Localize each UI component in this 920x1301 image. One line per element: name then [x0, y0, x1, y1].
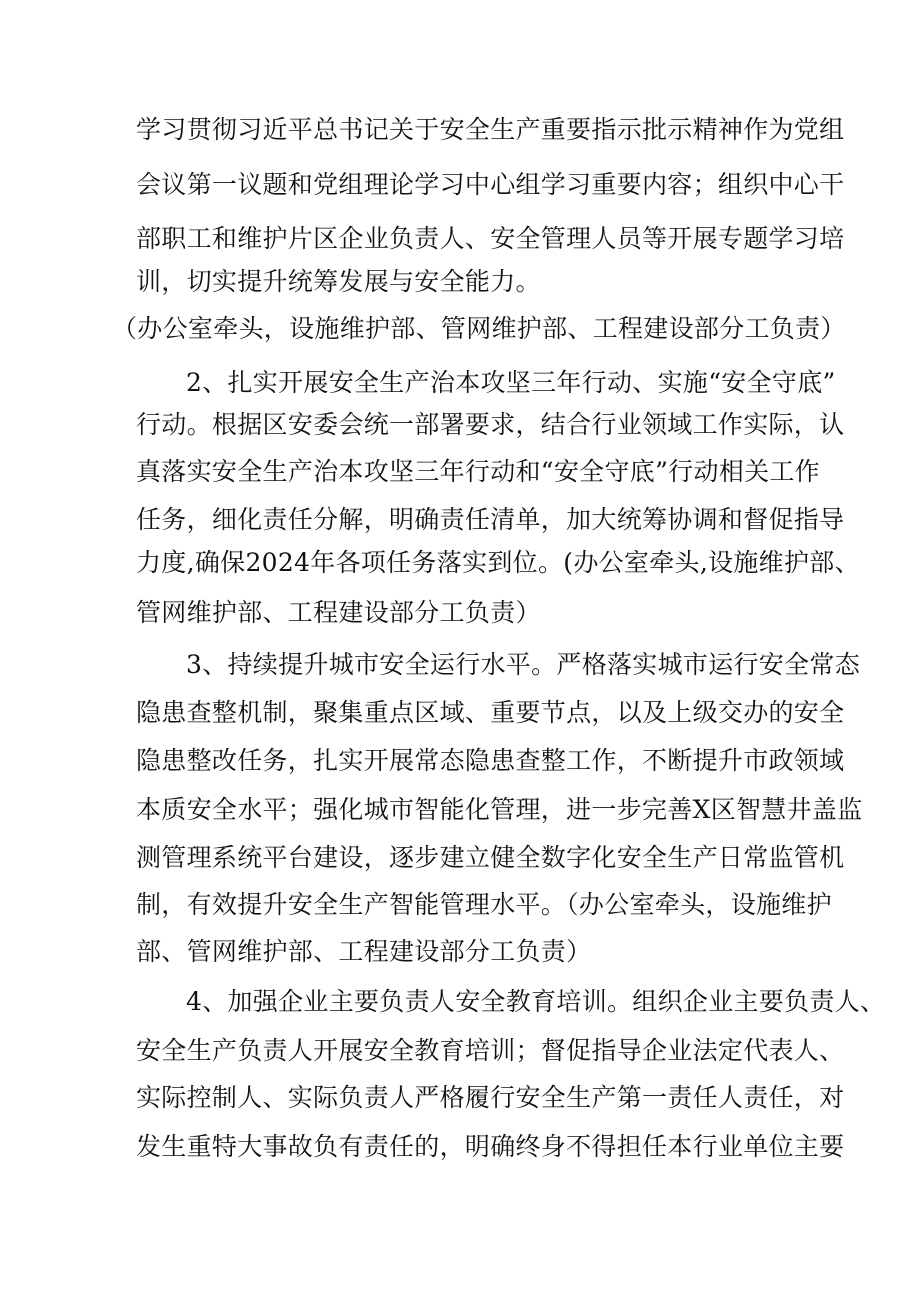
text-line: 部、管网维护部、工程建设部分工负责） [136, 937, 592, 966]
text-line: （办公室牵头，设施维护部、管网维护部、工程建设部分工负责） [112, 314, 846, 343]
text-line: 制，有效提升安全生产智能管理水平。（办公室牵头，设施维护 [136, 890, 832, 919]
text-line: 测管理系统平台建设，逐步建立健全数字化安全生产日常监管机 [136, 843, 845, 872]
text-line: 部职工和维护片区企业负责人、安全管理人员等开展专题学习培 [136, 224, 845, 253]
text-line: 安全生产负责人开展安全教育培训；督促指导企业法定代表人、 [136, 1036, 845, 1065]
text-line: 会议第一议题和党组理论学习中心组学习重要内容；组织中心干 [136, 170, 845, 199]
text-line: 行动。根据区安委会统一部署要求，结合行业领域工作实际，认 [136, 410, 845, 439]
text-line: 4、加强企业主要负责人安全教育培训。组织企业主要负责人、 [186, 987, 886, 1016]
text-line: 任务，细化责任分解，明确责任清单，加大统筹协调和督促指导 [136, 505, 845, 534]
text-line: 本质安全水平；强化城市智能化管理，进一步完善X区智慧井盖监 [136, 795, 863, 824]
text-line: 管网维护部、工程建设部分工负责） [136, 598, 541, 627]
text-line: 发生重特大事故负有责任的，明确终身不得担任本行业单位主要 [136, 1132, 845, 1161]
text-line: 隐患整改任务，扎实开展常态隐患查整工作，不断提升市政领域 [136, 746, 845, 775]
text-line: 隐患查整机制，聚集重点区域、重要节点，以及上级交办的安全 [136, 698, 845, 727]
text-line: 学习贯彻习近平总书记关于安全生产重要指示批示精神作为党组 [136, 115, 845, 144]
text-line: 训，切实提升统筹发展与安全能力。 [136, 267, 541, 296]
text-line: 实际控制人、实际负责人严格履行安全生产第一责任人责任，对 [136, 1083, 845, 1112]
text-line: 真落实安全生产治本攻坚三年行动和“安全守底”行动相关工作 [136, 457, 820, 486]
text-line: 3、持续提升城市安全运行水平。严格落实城市运行安全常态 [186, 650, 861, 679]
text-line: 力度,确保2024年各项任务落实到位。(办公室牵头,设施维护部、 [136, 548, 860, 577]
text-line: 2、扎实开展安全生产治本攻坚三年行动、实施“安全守底” [186, 368, 836, 397]
